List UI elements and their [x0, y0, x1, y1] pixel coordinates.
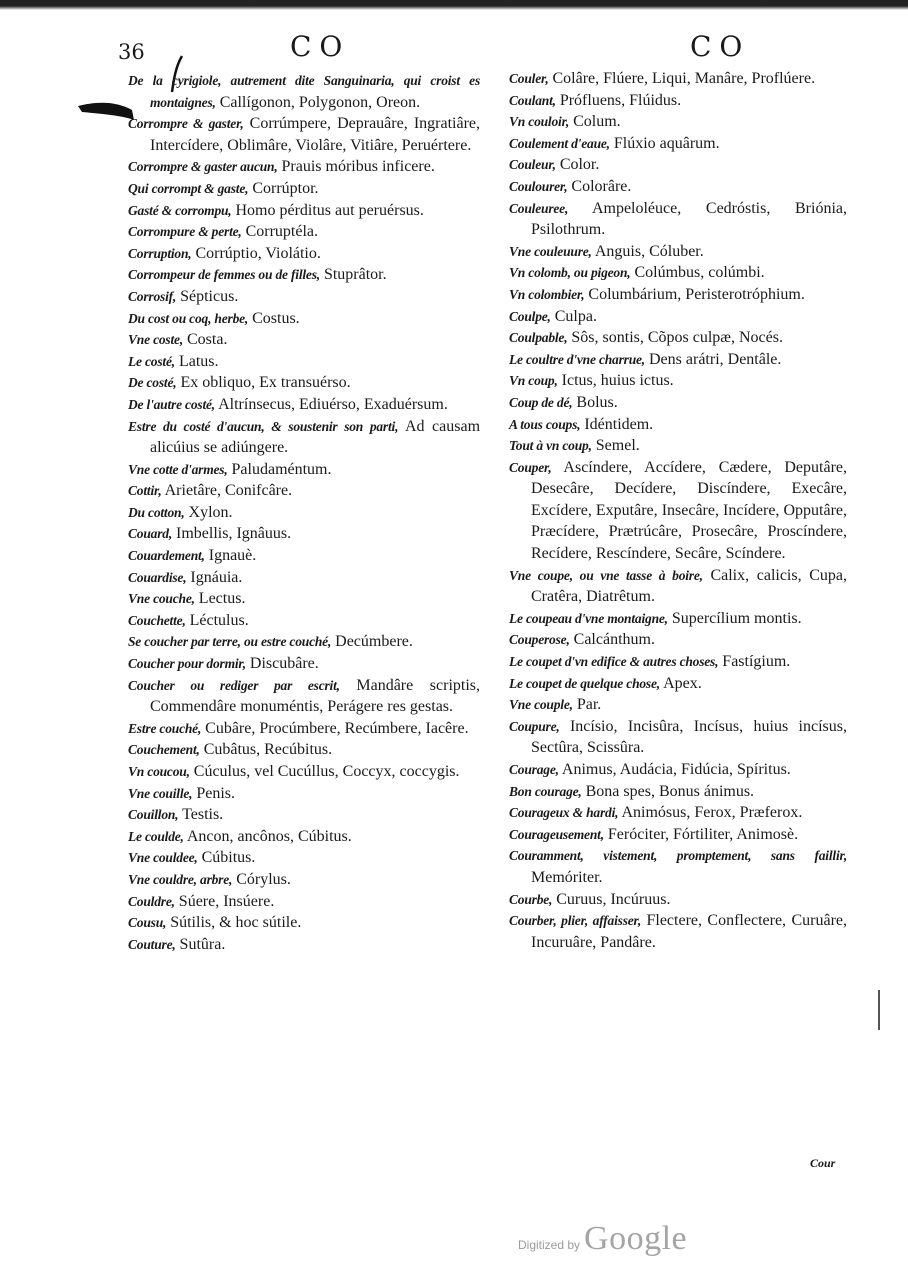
entry-latin: Memóriter.: [531, 868, 603, 886]
dictionary-entry: [509, 90, 847, 112]
entry-headword: Coucher ou rediger par escrit,: [128, 677, 340, 693]
entry-headword: Cousu,: [128, 915, 167, 931]
dictionary-entry: [509, 802, 847, 824]
entry-latin: Sôs, sontis, Cõpos culpæ, Nocés.: [571, 329, 783, 347]
dictionary-entry: [128, 308, 480, 330]
entry-headword: Bon courage,: [509, 783, 582, 799]
entry-latin: Fastígium.: [722, 653, 791, 671]
entry-headword: Couler,: [509, 71, 549, 86]
dictionary-entry: [128, 523, 480, 545]
dictionary-entry: [509, 176, 847, 198]
entry-latin: Arietâre, Conifcâre.: [164, 482, 293, 500]
entry-headword: De costé,: [128, 375, 177, 391]
entry-latin: Colorâre.: [571, 177, 632, 195]
dictionary-entry: [128, 394, 480, 416]
entry-headword: Coup de dé,: [509, 394, 573, 410]
right-column: [509, 68, 847, 953]
entry-latin: Lectus.: [198, 590, 246, 608]
entry-latin: Ampeloléuce, Cedróstis, Briónia, Psilothrum.: [531, 199, 848, 239]
left-column: [128, 70, 480, 955]
entry-latin: Homo pérditus aut peruérsus.: [235, 201, 424, 219]
dictionary-entry: [128, 286, 480, 308]
dictionary-entry: [128, 221, 480, 243]
entry-headword: Courbe,: [509, 891, 553, 907]
entry-latin: Colum.: [573, 113, 621, 131]
entry-headword: Couleur,: [509, 157, 556, 173]
entry-headword: Estre du costé d'aucun, & soustenir son parti,: [128, 418, 399, 434]
dictionary-entry: [128, 113, 480, 156]
entry-headword: Vne couille,: [128, 785, 193, 801]
entry-headword: Le coupet de quelque chose,: [509, 675, 660, 691]
entry-latin: Costus.: [252, 309, 300, 327]
dictionary-entry: [509, 629, 847, 651]
dictionary-entry: [509, 241, 847, 263]
dictionary-entry: [128, 718, 480, 740]
dictionary-entry: [128, 869, 480, 891]
dictionary-entry: [509, 284, 847, 306]
dictionary-entry: [509, 370, 847, 392]
running-head-right: CO: [690, 30, 751, 63]
dictionary-entry: [509, 349, 847, 371]
dictionary-entry: [509, 910, 847, 953]
entry-headword: Cottir,: [128, 483, 162, 499]
dictionary-entry: [128, 631, 480, 653]
dictionary-entry: [128, 178, 480, 200]
entry-headword: Coucher pour dormir,: [128, 656, 246, 672]
entry-headword: Vne couche,: [128, 591, 195, 607]
dictionary-entry: [128, 675, 480, 718]
entry-latin: Ex obliquo, Ex transuérso.: [180, 374, 351, 392]
entry-latin: Corrúptor.: [252, 179, 319, 197]
entry-headword: Le coupeau d'vne montaigne,: [509, 610, 668, 626]
entry-headword: Estre couché,: [128, 720, 202, 736]
dictionary-entry: [128, 70, 480, 113]
dictionary-entry: [509, 327, 847, 349]
dictionary-entry: [128, 588, 480, 610]
entry-headword: Vne couldre, arbre,: [128, 871, 233, 887]
entry-headword: Vn coucou,: [128, 764, 190, 779]
entry-latin: Córylus.: [236, 870, 291, 888]
entry-headword: Le costé,: [128, 353, 175, 369]
entry-latin: Corruptéla.: [245, 223, 319, 241]
dictionary-entry: [128, 567, 480, 589]
entry-headword: Courageux & hardi,: [509, 805, 619, 821]
entry-latin: Apex.: [663, 674, 702, 692]
dictionary-entry: [128, 912, 480, 934]
entry-latin: Léctulus.: [189, 611, 249, 629]
entry-headword: Vn coup,: [509, 373, 558, 389]
dictionary-entry: [128, 156, 480, 178]
entry-latin: Corrúmpere, Deprauâre, Ingratiâre, Intercídere, Oblimâre, Violâre, Vitiâre, Peruértere.: [150, 115, 480, 154]
entry-headword: Vn couloir,: [509, 114, 570, 130]
entry-latin: Cúculus, vel Cucúllus, Coccyx, coccygis.: [193, 763, 460, 780]
watermark-prefix: Digitized by: [518, 1238, 581, 1252]
entry-latin: Ictus, huius ictus.: [561, 372, 674, 390]
entry-headword: Corrompure & perte,: [128, 224, 242, 240]
entry-headword: Coupure,: [509, 718, 560, 734]
entry-headword: Couture,: [128, 936, 176, 952]
dictionary-entry: [128, 416, 480, 459]
entry-latin: Paludaméntum.: [231, 460, 332, 478]
dictionary-entry: [509, 759, 847, 781]
entry-latin: Prófluens, Flúidus.: [559, 91, 682, 109]
entry-headword: Se coucher par terre, ou estre couché,: [128, 634, 332, 650]
entry-latin: Corrúptio, Violátio.: [195, 244, 321, 262]
dictionary-entry: [128, 480, 480, 502]
entry-latin: Bolus.: [576, 393, 618, 411]
entry-headword: Du cost ou coq, herbe,: [128, 310, 249, 326]
dictionary-entry: [128, 761, 480, 783]
dictionary-entry: [509, 824, 847, 846]
dictionary-entry: [128, 783, 480, 805]
entry-latin: Sútilis, & hoc sútile.: [170, 914, 302, 932]
dictionary-entry: [128, 934, 480, 956]
dictionary-entry: [509, 111, 847, 133]
entry-headword: Le coupet d'vn edifice & autres choses,: [509, 654, 719, 670]
dictionary-entry: [128, 200, 480, 222]
entry-headword: Couperose,: [509, 632, 570, 648]
entry-latin: Color.: [559, 156, 600, 174]
entry-headword: Qui corrompt & gaste,: [128, 180, 249, 196]
entry-headword: Vne couple,: [509, 697, 573, 713]
entry-headword: Corrompeur de femmes ou de filles,: [128, 267, 320, 283]
entry-latin: Sépticus.: [180, 287, 239, 305]
dictionary-entry: [509, 306, 847, 328]
entry-latin: Súere, Insúere.: [178, 892, 275, 910]
entry-headword: Courber, plier, affaisser,: [509, 913, 642, 929]
entry-headword: Vne coste,: [128, 332, 183, 348]
entry-latin: Imbellis, Ignâuus.: [176, 525, 292, 543]
dictionary-entry: [128, 243, 480, 265]
dictionary-entry: [509, 694, 847, 716]
entry-latin: Ignáuia.: [190, 568, 243, 586]
dictionary-entry: [509, 716, 847, 759]
entry-headword: Couleuree,: [509, 200, 569, 216]
entry-headword: Courage,: [509, 762, 559, 777]
entry-latin: Calix, calicis, Cupa, Cratêra, Diatrêtum.: [531, 566, 848, 606]
entry-latin: Flúxio aquârum.: [613, 134, 720, 152]
entry-latin: Curuus, Incúruus.: [556, 890, 671, 908]
dictionary-entry: [509, 262, 847, 284]
entry-headword: Tout à vn coup,: [509, 438, 592, 454]
dictionary-entry: [128, 847, 480, 869]
entry-latin: Stuprâtor.: [323, 266, 387, 284]
dictionary-entry: [509, 673, 847, 695]
entry-headword: Coulant,: [509, 92, 556, 108]
entry-headword: Vne coupe, ou vne tasse à boire,: [509, 567, 703, 583]
dictionary-entry: [509, 392, 847, 414]
entry-latin: Decúmbere.: [335, 633, 413, 651]
entry-headword: Vne couldee,: [128, 850, 198, 866]
dictionary-entry: [128, 329, 480, 351]
entry-latin: Cúbitus.: [201, 849, 256, 867]
entry-latin: Cubâre, Procúmbere, Recúmbere, Iacêre.: [205, 719, 469, 737]
dictionary-entry: [509, 154, 847, 176]
entry-headword: Le coultre d'vne charrue,: [509, 351, 645, 367]
entry-latin: Dens arátri, Dentâle.: [649, 350, 782, 368]
dictionary-entry: [128, 804, 480, 826]
page-number: 36: [118, 40, 145, 64]
dictionary-entry: [509, 565, 847, 608]
entry-latin: Anguis, Cóluber.: [594, 242, 704, 260]
entry-headword: A tous coups,: [509, 416, 581, 432]
entry-headword: De l'autre costé,: [128, 396, 215, 412]
entry-headword: Couper,: [509, 459, 552, 475]
dictionary-entry: [128, 372, 480, 394]
dictionary-entry: [509, 845, 847, 888]
entry-headword: Vn colombier,: [509, 286, 585, 302]
entry-latin: Xylon.: [188, 503, 233, 521]
entry-headword: Coulpe,: [509, 308, 551, 324]
entry-headword: Corrosif,: [128, 288, 177, 304]
entry-latin: Ascíndere, Accídere, Cædere, Deputâre, Desecâre, Decídere, Discíndere, Execâre, Excídere, Exputâre, Insecâre, Incídere, Opputâre, Præcídere, Prætrúcâre, Prosecâre, Proscíndere, Recídere, Rescíndere, Secâre, Scíndere.: [531, 458, 847, 563]
running-head-left: CO: [290, 30, 351, 63]
entry-headword: Courageusement,: [509, 826, 604, 842]
entry-latin: Semel.: [595, 437, 640, 455]
entry-headword: Vn colomb, ou pigeon,: [509, 265, 631, 281]
entry-headword: De la cyrigiole, autrement dite Sanguinaria, qui croist es montaignes,: [128, 73, 480, 110]
entry-headword: Coulourer,: [509, 178, 568, 194]
catchword: Cour: [810, 1156, 836, 1170]
entry-latin: Colâre, Flúere, Liqui, Manâre, Proflúere.: [552, 70, 816, 87]
entry-latin: Colúmbus, colúmbi.: [634, 264, 765, 282]
entry-latin: Costa.: [187, 331, 228, 349]
entry-latin: Altrínsecus, Ediuérso, Exaduérsum.: [218, 395, 448, 413]
entry-latin: Columbárium, Peristerotróphium.: [588, 285, 805, 303]
entry-headword: Coulement d'eaue,: [509, 135, 610, 151]
entry-headword: Corrompre & gaster,: [128, 116, 244, 132]
entry-headword: Corruption,: [128, 245, 192, 261]
entry-headword: Corrompre & gaster aucun,: [128, 159, 278, 175]
entry-headword: Gasté & corrompu,: [128, 202, 232, 218]
dictionary-entry: [128, 891, 480, 913]
dictionary-entry: [128, 826, 480, 848]
dictionary-entry: [128, 351, 480, 373]
entry-headword: Couramment, vistement, promptement, sans faillir,: [509, 848, 847, 864]
dictionary-entry: [128, 502, 480, 524]
entry-headword: Couardise,: [128, 569, 187, 585]
entry-headword: Couillon,: [128, 807, 179, 823]
entry-latin: Incísio, Incisûra, Incísus, huius incísus, Sectûra, Scissûra.: [531, 717, 847, 757]
dictionary-entry: [128, 610, 480, 632]
entry-latin: Culpa.: [554, 307, 597, 325]
entry-latin: Callígonon, Polygonon, Oreon.: [219, 93, 421, 111]
entry-headword: Vne cotte d'armes,: [128, 461, 228, 477]
dictionary-entry: [128, 653, 480, 675]
entry-latin: Discubâre.: [249, 655, 319, 673]
entry-headword: Couard,: [128, 526, 172, 542]
entry-latin: Latus.: [178, 352, 219, 370]
dictionary-entry: [128, 545, 480, 567]
dictionary-entry: [509, 68, 847, 90]
page-edge-shadow: [0, 0, 908, 10]
entry-headword: Couchette,: [128, 612, 186, 628]
entry-headword: Du cotton,: [128, 504, 185, 520]
entry-latin: Ad causam alicúius se adiúngere.: [150, 417, 481, 457]
entry-latin: Mandâre scriptis, Commendâre monuméntis, Perágere res gestas.: [150, 676, 480, 716]
entry-headword: Couchement,: [128, 742, 200, 758]
entry-latin: Idéntidem.: [584, 415, 654, 433]
entry-latin: Penis.: [196, 784, 236, 802]
digitization-watermark: [518, 1220, 687, 1258]
dictionary-entry: [509, 435, 847, 457]
entry-latin: Ancon, ancônos, Cúbitus.: [186, 827, 352, 845]
entry-latin: Sutûra.: [179, 935, 226, 953]
margin-rule: [878, 990, 880, 1030]
entry-headword: Coulpable,: [509, 330, 568, 346]
entry-latin: Animus, Audácia, Fidúcia, Spíritus.: [561, 761, 791, 778]
dictionary-entry: [509, 133, 847, 155]
entry-latin: Supercílium montis.: [671, 609, 802, 627]
dictionary-entry: [509, 781, 847, 803]
entry-latin: Flectere, Conflectere, Curuâre, Incuruâre, Pandâre.: [531, 912, 847, 951]
dictionary-entry: [509, 889, 847, 911]
dictionary-entry: [509, 414, 847, 436]
entry-latin: Bona spes, Bonus ánimus.: [585, 782, 755, 800]
entry-latin: Animósus, Ferox, Præferox.: [621, 804, 803, 822]
dictionary-entry: [128, 264, 480, 286]
watermark-brand-logo: Google: [584, 1220, 688, 1257]
dictionary-entry: [509, 608, 847, 630]
dictionary-entry: [128, 739, 480, 761]
entry-latin: Par.: [576, 696, 602, 714]
entry-headword: Vne couleuure,: [509, 243, 592, 259]
entry-latin: Feróciter, Fórtiliter, Animosè.: [607, 825, 799, 843]
entry-headword: Le coulde,: [128, 828, 184, 844]
dictionary-entry: [509, 198, 847, 241]
entry-latin: Ignauè.: [208, 547, 257, 565]
entry-latin: Cubâtus, Recúbitus.: [203, 741, 333, 759]
dictionary-entry: [509, 457, 847, 565]
entry-latin: Testis.: [182, 806, 224, 824]
entry-latin: Calcánthum.: [573, 631, 655, 649]
dictionary-entry: [128, 459, 480, 481]
entry-headword: Couldre,: [128, 893, 175, 909]
entry-latin: Prauis móribus inficere.: [281, 158, 435, 176]
dictionary-entry: [509, 651, 847, 673]
entry-headword: Couardement,: [128, 548, 205, 564]
